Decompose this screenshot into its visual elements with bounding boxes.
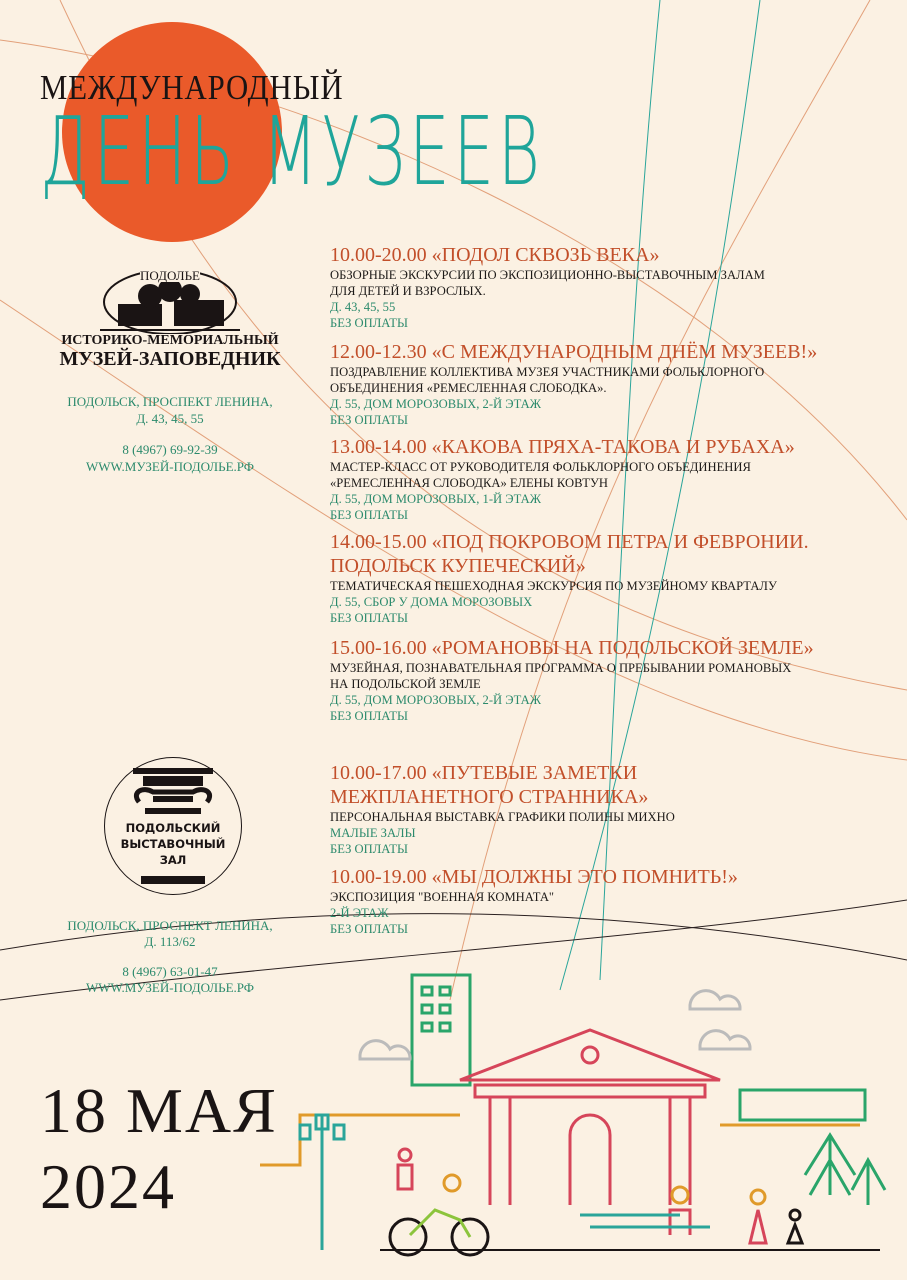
venue2-address-line1: ПОДОЛЬСК, ПРОСПЕКТ ЛЕНИНА, [67,918,273,933]
logo-line3: ЗАЛ [159,853,187,867]
event-location: МАЛЫЕ ЗАЛЫ [330,826,416,840]
event-price: БЕЗ ОПЛАТЫ [330,842,408,856]
venue2-phone[interactable]: 8 (4967) 63-01-47 [122,964,218,979]
title-line1: МЕЖДУНАРОДНЫЙ [40,68,344,107]
event-price: БЕЗ ОПЛАТЫ [330,316,408,330]
column-base-icon [141,876,205,884]
event-description: ПОЗДРАВЛЕНИЕ КОЛЛЕКТИВА МУЗЕЯ УЧАСТНИКАМИ ФОЛЬКЛОРНОГО [330,365,765,379]
event-4 [330,530,809,626]
event-location: Д. 43, 45, 55 [330,300,396,314]
event-6 [330,761,675,857]
venue1-phone[interactable]: 8 (4967) 69-92-39 [122,442,218,457]
event-description: ЭКСПОЗИЦИЯ "ВОЕННАЯ КОМНАТА" [330,890,555,904]
event-description: МАСТЕР-КЛАСС ОТ РУКОВОДИТЕЛЯ ФОЛЬКЛОРНОГО ОБЪЕДИНЕНИЯ [330,460,751,474]
venue2-website[interactable]: WWW.МУЗЕЙ-ПОДОЛЬЕ.РФ [85,980,255,995]
logo-line2: ВЫСТАВОЧНЫЙ [120,837,226,851]
event-2 [330,340,817,428]
event-price: БЕЗ ОПЛАТЫ [330,508,408,522]
tree-icon [805,1135,885,1205]
title-line2: ДЕНЬ МУЗЕЕВ [40,96,544,207]
venue1-address-line1: ПОДОЛЬСК, ПРОСПЕКТ ЛЕНИНА, [67,394,273,409]
date-year: 2024 [40,1151,176,1222]
event-1 [330,243,765,331]
event-5 [330,636,814,724]
venue1-name-line1: ИСТОРИКО-МЕМОРИАЛЬНЫЙ [61,333,279,348]
event-price: БЕЗ ОПЛАТЫ [330,413,408,427]
venue1-name-line2: МУЗЕЙ-ЗАПОВЕДНИК [59,348,281,370]
event-heading: 14.00-15.00 «ПОД ПОКРОВОМ ПЕТРА И ФЕВРОНИИ. [330,531,809,553]
logo-text: ПОДОЛЬЕ [140,268,200,283]
event-heading: 12.00-12.30 «С МЕЖДУНАРОДНЫМ ДНЁМ МУЗЕЕВ!» [330,341,818,363]
event-description: НА ПОДОЛЬСКОЙ ЗЕМЛЕ [330,677,481,691]
event-location: Д. 55, ДОМ МОРОЗОВЫХ, 2-Й ЭТАЖ [330,693,542,707]
event-description: ПЕРСОНАЛЬНАЯ ВЫСТАВКА ГРАФИКИ ПОЛИНЫ МИХНО [330,810,675,824]
event-heading: 10.00-19.00 «МЫ ДОЛЖНЫ ЭТО ПОМНИТЬ!» [330,866,738,888]
event-location: Д. 55, СБОР У ДОМА МОРОЗОВЫХ [330,595,533,609]
event-3 [330,435,795,523]
column-capital-icon [133,768,213,818]
event-description: ОБЪЕДИНЕНИЯ «РЕМЕСЛЕННАЯ СЛОБОДКА». [330,381,607,395]
exhibition-hall-logo [104,757,242,895]
venue1-website[interactable]: WWW.МУЗЕЙ-ПОДОЛЬЕ.РФ [85,459,255,474]
event-7 [330,865,738,937]
event-heading: ПОДОЛЬСК КУПЕЧЕСКИЙ» [330,555,586,577]
cyclist-icon [390,1175,488,1255]
date-day-month: 18 МАЯ [40,1075,278,1146]
lamp-post-icon [300,1115,344,1250]
event-location: Д. 55, ДОМ МОРОЗОВЫХ, 2-Й ЭТАЖ [330,397,542,411]
event-heading: 10.00-17.00 «ПУТЕВЫЕ ЗАМЕТКИ [330,762,638,784]
event-description: МУЗЕЙНАЯ, ПОЗНАВАТЕЛЬНАЯ ПРОГРАММА О ПРЕБЫВАНИИ РОМАНОВЫХ [330,661,792,675]
venue1-address-line2: Д. 43, 45, 55 [136,411,204,426]
event-heading: 13.00-14.00 «КАКОВА ПРЯХА-ТАКОВА И РУБАХА» [330,436,795,458]
event-location: Д. 55, ДОМ МОРОЗОВЫХ, 1-Й ЭТАЖ [330,492,542,506]
event-location: 2-Й ЭТАЖ [330,906,389,920]
podolye-museum-logo [100,262,240,334]
museum-building-icon [460,1030,720,1205]
event-description: ОБЗОРНЫЕ ЭКСКУРСИИ ПО ЭКСПОЗИЦИОННО-ВЫСТАВОЧНЫМ ЗАЛАМ [330,268,765,282]
people-icons [398,1149,802,1243]
city-illustration [260,965,900,1265]
event-heading: 10.00-20.00 «ПОДОЛ СКВОЗЬ ВЕКА» [330,244,660,266]
event-description: «РЕМЕСЛЕННАЯ СЛОБОДКА» ЕЛЕНЫ КОВТУН [330,476,609,490]
venue2-address-line2: Д. 113/62 [144,934,196,949]
event-heading: МЕЖПЛАНЕТНОГО СТРАННИКА» [330,786,649,808]
tall-building-icon [412,975,470,1085]
event-price: БЕЗ ОПЛАТЫ [330,709,408,723]
event-description: ТЕМАТИЧЕСКАЯ ПЕШЕХОДНАЯ ЭКСКУРСИЯ ПО МУЗЕЙНОМУ КВАРТАЛУ [330,579,777,593]
event-price: БЕЗ ОПЛАТЫ [330,922,408,936]
event-price: БЕЗ ОПЛАТЫ [330,611,408,625]
event-heading: 15.00-16.00 «РОМАНОВЫ НА ПОДОЛЬСКОЙ ЗЕМЛЕ» [330,637,814,659]
event-description: ДЛЯ ДЕТЕЙ И ВЗРОСЛЫХ. [330,284,486,298]
logo-line1: ПОДОЛЬСКИЙ [125,821,221,835]
